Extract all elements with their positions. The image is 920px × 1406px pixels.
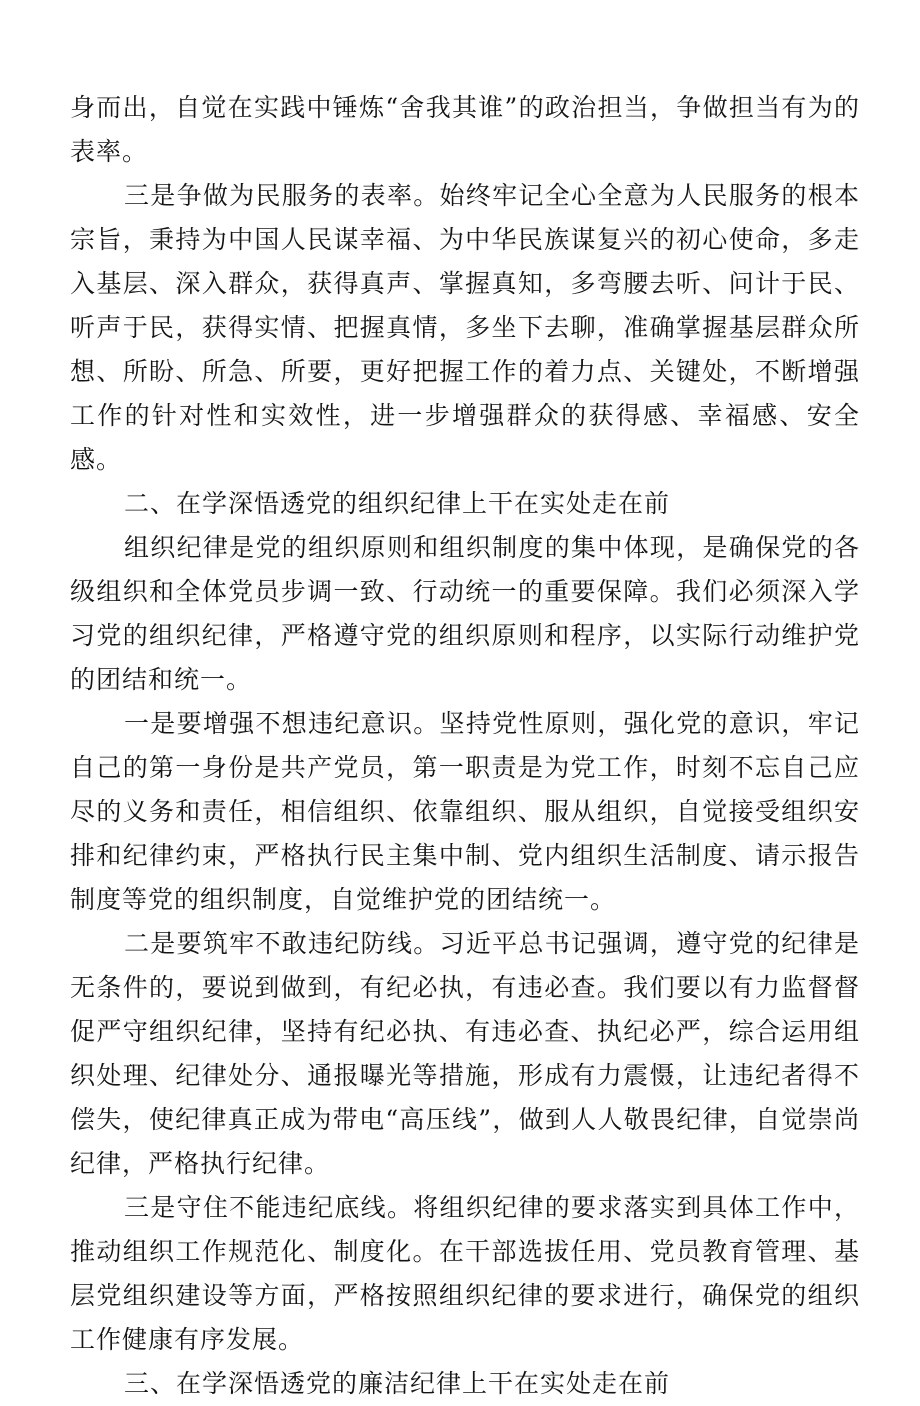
- paragraph-organization-discipline-intro: 组织纪律是党的组织原则和组织制度的集中体现，是确保党的各级组织和全体党员步调一致、行动统一的重要保障。我们必须深入学习党的组织纪律，严格遵守党的组织原则和程序，以实际行动维护党的团结和统一。: [70, 533, 860, 694]
- paragraph-continuation: 身而出，自觉在实践中锤炼“舍我其谁”的政治担当，争做担当有为的表率。: [70, 93, 860, 166]
- section-heading-integrity-discipline: 三、在学深悟透党的廉洁纪律上干在实处走在前: [124, 1369, 671, 1398]
- paragraph-point-two: 二是要筑牢不敢违纪防线。习近平总书记强调，遵守党的纪律是无条件的，要说到做到，有纪必执，有违必查。我们要以有力监督督促严守组织纪律，坚持有纪必执、有违必查、执纪必严，综合运用组织处理、纪律处分、通报曝光等措施，形成有力震慑，让违纪者得不偿失，使纪律真正成为带电“高压线”，做到人人敬畏纪律，自觉崇尚纪律，严格执行纪律。: [70, 929, 860, 1178]
- document-body: [70, 86, 860, 1406]
- paragraph-point-three: 三是守住不能违纪底线。将组织纪律的要求落实到具体工作中，推动组织工作规范化、制度化。在干部选拔任用、党员教育管理、基层党组织建设等方面，严格按照组织纪律的要求进行，确保党的组织工作健康有序发展。: [70, 1193, 860, 1354]
- section-heading-organization-discipline: 二、在学深悟透党的组织纪律上干在实处走在前: [124, 489, 671, 518]
- paragraph-serve-people: 三是争做为民服务的表率。始终牢记全心全意为人民服务的根本宗旨，秉持为中国人民谋幸福、为中华民族谋复兴的初心使命，多走入基层、深入群众，获得真声、掌握真知，多弯腰去听、问计于民、听声于民，获得实情、把握真情，多坐下去聊，准确掌握基层群众所想、所盼、所急、所要，更好把握工作的着力点、关键处，不断增强工作的针对性和实效性，进一步增强群众的获得感、幸福感、安全感。: [70, 181, 860, 474]
- paragraph-point-one: 一是要增强不想违纪意识。坚持党性原则，强化党的意识，牢记自己的第一身份是共产党员，第一职责是为党工作，时刻不忘自己应尽的义务和责任，相信组织、依靠组织、服从组织，自觉接受组织安排和纪律约束，严格执行民主集中制、党内组织生活制度、请示报告制度等党的组织制度，自觉维护党的团结统一。: [70, 709, 860, 914]
